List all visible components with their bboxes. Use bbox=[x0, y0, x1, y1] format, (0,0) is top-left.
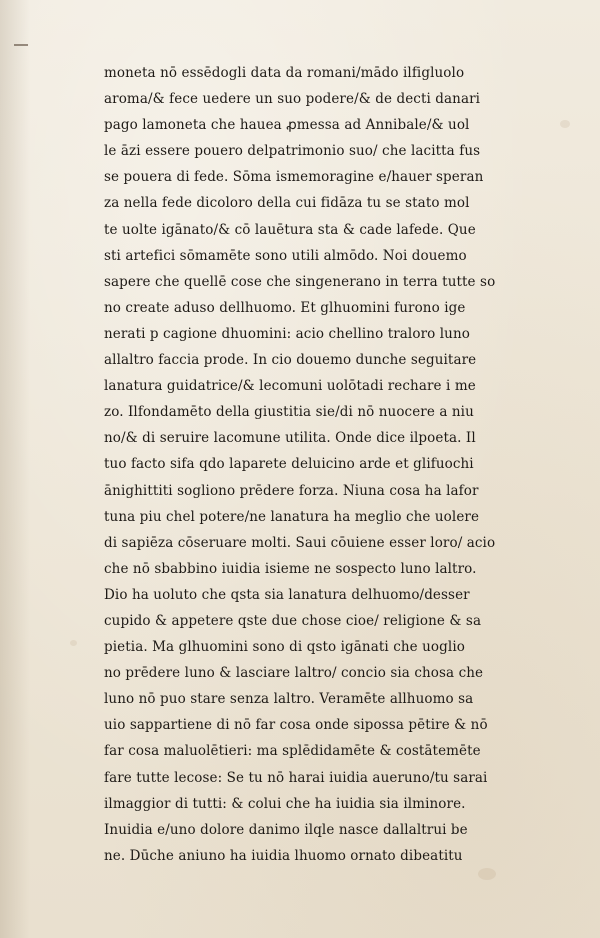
text-line: nerati p cagione dhuomini: acio chellino traloro luno bbox=[104, 325, 470, 342]
text-line: le āzi essere pouero delpatrimonio suo/ che lacitta fus bbox=[104, 143, 481, 160]
text-line: luno nō puo stare senza laltro. Veramēte allhuomo sa bbox=[104, 691, 474, 708]
text-line: se pouera di fede. Sōma ismemoragine e/hauer speran bbox=[104, 169, 484, 186]
page-fold-shadow bbox=[0, 0, 30, 938]
text-line: di sapiēza cōseruare molti. Saui cōuiene esser loro/ acio bbox=[104, 534, 496, 551]
foxing-spot bbox=[70, 640, 77, 646]
text-line: za nella fede dicoloro della cui fidāza tu se stato mol bbox=[104, 195, 470, 212]
text-line: uio sappartiene di nō far cosa onde sipossa pētire & nō bbox=[104, 717, 488, 734]
text-line: Dio ha uoluto che qsta sia lanatura delhuomo/desser bbox=[104, 586, 470, 603]
text-line: sti artefici sōmamēte sono utili almōdo. Noi douemo bbox=[104, 247, 467, 264]
text-line: aroma/& fece uedere un suo podere/& de decti danari bbox=[104, 91, 481, 108]
text-line: tuo facto sifa qdo laparete deluicino arde et glifuochi bbox=[104, 456, 474, 473]
text-line: pago lamoneta che hauea ꝓmessa ad Annibale/& uol bbox=[104, 117, 470, 134]
text-line: ilmaggior di tutti: & colui che ha iuidia sia ilminore. bbox=[104, 795, 466, 812]
text-line: lanatura guidatrice/& lecomuni uolōtadi rechare i me bbox=[104, 378, 476, 395]
text-line: cupido & appetere qste due chose cioe/ religione & sa bbox=[104, 612, 482, 629]
text-line: zo. Ilfondamēto della giustitia sie/di nō nuocere a niu bbox=[104, 404, 474, 421]
text-line: sapere che quellē cose che singenerano in terra tutte so bbox=[104, 273, 496, 290]
text-line: ānighittiti sogliono prēdere forza. Niuna cosa ha lafor bbox=[104, 482, 479, 499]
text-line: pietia. Ma glhuomini sono di qsto igānati che uoglio bbox=[104, 639, 465, 656]
text-block bbox=[104, 60, 574, 869]
text-line: te uolte igānato/& cō lauētura sta & cade lafede. Que bbox=[104, 221, 476, 238]
text-line: no create adusο dellhuomo. Et glhuomini furono ige bbox=[104, 299, 466, 316]
margin-mark bbox=[14, 44, 28, 46]
text-line: allaltro faccia prode. In cio douemo dunche seguitare bbox=[104, 352, 477, 369]
text-line: ne. Dūche aniuno ha iuidia lhuomo ornato dibeatitu bbox=[104, 847, 463, 864]
text-line: tuna piu chel potere/ne lanatura ha meglio che uolere bbox=[104, 508, 480, 525]
text-line: moneta nō essēdogli data da romani/mādo ilfigluolo bbox=[104, 65, 465, 81]
text-line: no prēdere luno & lasciare laltro/ concio sia chosa che bbox=[104, 665, 484, 682]
text-line: che nō sbabbino iuidia isieme ne sospecto luno laltro. bbox=[104, 560, 477, 577]
text-line: far cosa maluolētieri: ma splēdidamēte & costātemēte bbox=[104, 743, 481, 760]
text-line: fare tutte lecose: Se tu nō harai iuidia aueruno/tu sarai bbox=[104, 769, 488, 786]
foxing-spot bbox=[478, 868, 496, 880]
text-line: Inuidia e/uno dolore danimo ilqle nasce dallaltrui be bbox=[104, 821, 468, 838]
text-line: no/& di seruire lacomune utilita. Onde dice ilpoeta. Il bbox=[104, 430, 476, 447]
